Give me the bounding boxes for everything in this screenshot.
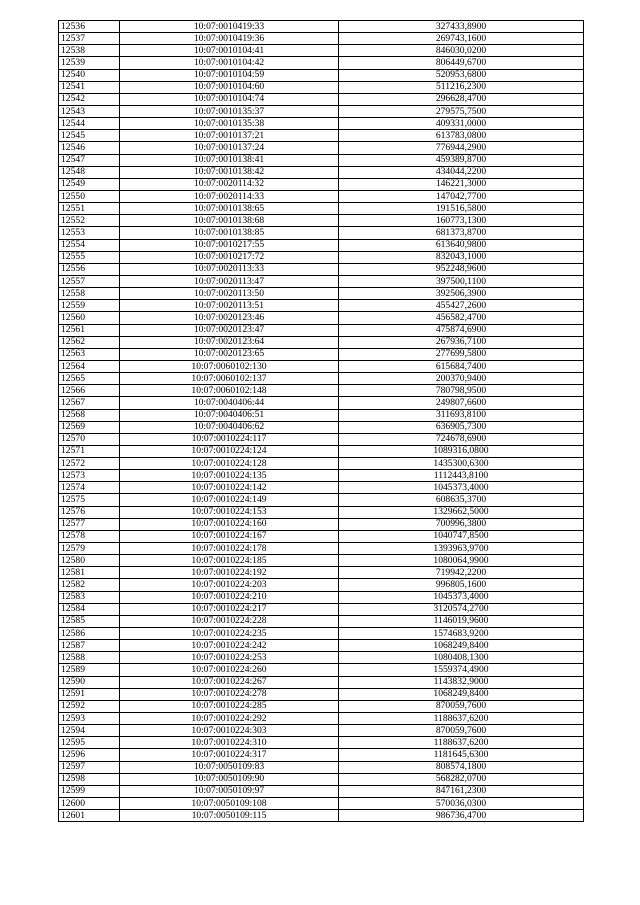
row-number-cell: 12556 — [59, 263, 120, 275]
table-row — [59, 93, 584, 105]
table-row — [59, 57, 584, 69]
row-number-cell: 12554 — [59, 239, 120, 251]
row-number-cell: 12546 — [59, 142, 120, 154]
row-number-cell: 12590 — [59, 676, 120, 688]
row-number-cell: 12597 — [59, 761, 120, 773]
table-row — [59, 640, 584, 652]
cadastral-value-cell: 146221,3000 — [339, 178, 584, 190]
cadastral-number-cell: 10:07:0010224:228 — [120, 615, 339, 627]
cadastral-number-cell: 10:07:0050109:115 — [120, 810, 339, 822]
cadastral-number-cell: 10:07:0010224:285 — [120, 700, 339, 712]
cadastral-value-cell: 249807,6600 — [339, 397, 584, 409]
cadastral-number-cell: 10:07:0010224:303 — [120, 725, 339, 737]
row-number-cell: 12567 — [59, 397, 120, 409]
table-row — [59, 373, 584, 385]
cadastral-number-cell: 10:07:0010137:24 — [120, 142, 339, 154]
cadastral-number-cell: 10:07:0010224:117 — [120, 433, 339, 445]
cadastral-number-cell: 10:07:0010224:178 — [120, 543, 339, 555]
cadastral-value-cell: 636905,7300 — [339, 421, 584, 433]
cadastral-value-cell: 1574683,9200 — [339, 628, 584, 640]
table-row — [59, 118, 584, 130]
cadastral-value-cell: 719942,2200 — [339, 567, 584, 579]
cadastral-number-cell: 10:07:0010224:149 — [120, 494, 339, 506]
row-number-cell: 12550 — [59, 190, 120, 202]
row-number-cell: 12540 — [59, 69, 120, 81]
row-number-cell: 12555 — [59, 251, 120, 263]
cadastral-number-cell: 10:07:0020113:50 — [120, 288, 339, 300]
row-number-cell: 12544 — [59, 118, 120, 130]
cadastral-number-cell: 10:07:0010104:59 — [120, 69, 339, 81]
table-row — [59, 725, 584, 737]
cadastral-value-cell: 456582,4700 — [339, 312, 584, 324]
row-number-cell: 12593 — [59, 713, 120, 725]
cadastral-value-cell: 1040747,8500 — [339, 530, 584, 542]
cadastral-value-cell: 986736,4700 — [339, 810, 584, 822]
cadastral-value-cell: 511216,2300 — [339, 81, 584, 93]
row-number-cell: 12563 — [59, 348, 120, 360]
cadastral-number-cell: 10:07:0010224:128 — [120, 458, 339, 470]
cadastral-number-cell: 10:07:0010224:217 — [120, 603, 339, 615]
row-number-cell: 12599 — [59, 785, 120, 797]
cadastral-value-cell: 776944,2900 — [339, 142, 584, 154]
cadastral-number-cell: 10:07:0010224:142 — [120, 482, 339, 494]
cadastral-number-cell: 10:07:0010224:310 — [120, 737, 339, 749]
cadastral-value-cell: 1393963,9700 — [339, 543, 584, 555]
row-number-cell: 12573 — [59, 470, 120, 482]
row-number-cell: 12601 — [59, 810, 120, 822]
row-number-cell: 12570 — [59, 433, 120, 445]
row-number-cell: 12576 — [59, 506, 120, 518]
table-row — [59, 798, 584, 810]
row-number-cell: 12598 — [59, 773, 120, 785]
row-number-cell: 12564 — [59, 360, 120, 372]
cadastral-value-cell: 277699,5800 — [339, 348, 584, 360]
table-row — [59, 190, 584, 202]
row-number-cell: 12543 — [59, 105, 120, 117]
cadastral-number-cell: 10:07:0010217:55 — [120, 239, 339, 251]
cadastral-number-cell: 10:07:0010217:72 — [120, 251, 339, 263]
cadastral-value-cell: 1112443,8100 — [339, 470, 584, 482]
table-row — [59, 324, 584, 336]
cadastral-number-cell: 10:07:0020113:33 — [120, 263, 339, 275]
table-row — [59, 69, 584, 81]
cadastral-number-cell: 10:07:0050109:97 — [120, 785, 339, 797]
row-number-cell: 12578 — [59, 530, 120, 542]
cadastral-value-cell: 409331,0000 — [339, 118, 584, 130]
cadastral-number-cell: 10:07:0010104:74 — [120, 93, 339, 105]
cadastral-number-cell: 10:07:0050109:90 — [120, 773, 339, 785]
row-number-cell: 12595 — [59, 737, 120, 749]
cadastral-value-cell: 570036,0300 — [339, 798, 584, 810]
cadastral-value-cell: 1045373,4000 — [339, 591, 584, 603]
cadastral-value-cell: 724678,6900 — [339, 433, 584, 445]
row-number-cell: 12587 — [59, 640, 120, 652]
cadastral-number-cell: 10:07:0010138:41 — [120, 154, 339, 166]
row-number-cell: 12588 — [59, 652, 120, 664]
table-row — [59, 530, 584, 542]
table-row — [59, 130, 584, 142]
cadastral-value-cell: 520953,6800 — [339, 69, 584, 81]
table-row — [59, 33, 584, 45]
cadastral-number-cell: 10:07:0020123:64 — [120, 336, 339, 348]
table-row — [59, 773, 584, 785]
cadastral-value-cell: 327433,8900 — [339, 21, 584, 33]
cadastral-number-cell: 10:07:0020123:47 — [120, 324, 339, 336]
cadastral-value-cell: 808574,1800 — [339, 761, 584, 773]
cadastral-value-cell: 996805,1600 — [339, 579, 584, 591]
table-row — [59, 628, 584, 640]
table-row — [59, 591, 584, 603]
row-number-cell: 12551 — [59, 203, 120, 215]
row-number-cell: 12553 — [59, 227, 120, 239]
cadastral-number-cell: 10:07:0010224:153 — [120, 506, 339, 518]
cadastral-value-cell: 434044,2200 — [339, 166, 584, 178]
row-number-cell: 12572 — [59, 458, 120, 470]
cadastral-number-cell: 10:07:0010104:41 — [120, 45, 339, 57]
cadastral-value-cell: 311693,8100 — [339, 409, 584, 421]
table-row — [59, 251, 584, 263]
cadastral-number-cell: 10:07:0010224:160 — [120, 518, 339, 530]
table-row — [59, 288, 584, 300]
table-body — [59, 21, 584, 822]
table-row — [59, 227, 584, 239]
table-row — [59, 360, 584, 372]
cadastral-number-cell: 10:07:0010419:36 — [120, 33, 339, 45]
row-number-cell: 12574 — [59, 482, 120, 494]
row-number-cell: 12539 — [59, 57, 120, 69]
row-number-cell: 12557 — [59, 275, 120, 287]
table-row — [59, 421, 584, 433]
table-row — [59, 21, 584, 33]
table-row — [59, 688, 584, 700]
row-number-cell: 12586 — [59, 628, 120, 640]
cadastral-value-cell: 568282,0700 — [339, 773, 584, 785]
cadastral-value-cell: 615684,7400 — [339, 360, 584, 372]
cadastral-value-cell: 1188637,6200 — [339, 737, 584, 749]
cadastral-number-cell: 10:07:0050109:108 — [120, 798, 339, 810]
cadastral-value-table — [58, 20, 584, 822]
cadastral-number-cell: 10:07:0010224:235 — [120, 628, 339, 640]
cadastral-number-cell: 10:07:0010224:278 — [120, 688, 339, 700]
table-row — [59, 445, 584, 457]
cadastral-value-cell: 1143832,9000 — [339, 676, 584, 688]
cadastral-number-cell: 10:07:0010224:253 — [120, 652, 339, 664]
table-row — [59, 397, 584, 409]
table-row — [59, 494, 584, 506]
cadastral-value-cell: 147042,7700 — [339, 190, 584, 202]
cadastral-number-cell: 10:07:0010224:185 — [120, 555, 339, 567]
cadastral-number-cell: 10:07:0010224:167 — [120, 530, 339, 542]
cadastral-number-cell: 10:07:0010224:242 — [120, 640, 339, 652]
cadastral-number-cell: 10:07:0010224:203 — [120, 579, 339, 591]
cadastral-value-cell: 952248,9600 — [339, 263, 584, 275]
cadastral-value-cell: 1146019,9600 — [339, 615, 584, 627]
cadastral-value-cell: 1188637,6200 — [339, 713, 584, 725]
table-row — [59, 470, 584, 482]
row-number-cell: 12537 — [59, 33, 120, 45]
table-row — [59, 409, 584, 421]
row-number-cell: 12542 — [59, 93, 120, 105]
table-row — [59, 664, 584, 676]
cadastral-value-cell: 1068249,8400 — [339, 688, 584, 700]
table-row — [59, 433, 584, 445]
table-row — [59, 275, 584, 287]
cadastral-value-cell: 613640,9800 — [339, 239, 584, 251]
cadastral-value-cell: 397500,1100 — [339, 275, 584, 287]
cadastral-value-cell: 1089316,0800 — [339, 445, 584, 457]
cadastral-value-cell: 1435300,6300 — [339, 458, 584, 470]
row-number-cell: 12568 — [59, 409, 120, 421]
cadastral-number-cell: 10:07:0020114:33 — [120, 190, 339, 202]
table-row — [59, 239, 584, 251]
table-row — [59, 518, 584, 530]
cadastral-number-cell: 10:07:0020113:47 — [120, 275, 339, 287]
cadastral-number-cell: 10:07:0010224:124 — [120, 445, 339, 457]
cadastral-number-cell: 10:07:0040406:62 — [120, 421, 339, 433]
table-row — [59, 203, 584, 215]
row-number-cell: 12594 — [59, 725, 120, 737]
cadastral-number-cell: 10:07:0020114:32 — [120, 178, 339, 190]
row-number-cell: 12581 — [59, 567, 120, 579]
row-number-cell: 12547 — [59, 154, 120, 166]
table-row — [59, 555, 584, 567]
table-row — [59, 81, 584, 93]
table-row — [59, 348, 584, 360]
cadastral-value-cell: 1045373,4000 — [339, 482, 584, 494]
table-row — [59, 761, 584, 773]
row-number-cell: 12545 — [59, 130, 120, 142]
table-row — [59, 154, 584, 166]
table-row — [59, 603, 584, 615]
table-row — [59, 458, 584, 470]
cadastral-number-cell: 10:07:0010138:65 — [120, 203, 339, 215]
table-row — [59, 385, 584, 397]
cadastral-value-cell: 279575,7500 — [339, 105, 584, 117]
row-number-cell: 12538 — [59, 45, 120, 57]
table-row — [59, 336, 584, 348]
row-number-cell: 12566 — [59, 385, 120, 397]
cadastral-number-cell: 10:07:0010138:68 — [120, 215, 339, 227]
cadastral-value-cell: 1080064,9900 — [339, 555, 584, 567]
cadastral-number-cell: 10:07:0010138:85 — [120, 227, 339, 239]
cadastral-value-cell: 613783,0800 — [339, 130, 584, 142]
cadastral-value-cell: 191516,5800 — [339, 203, 584, 215]
row-number-cell: 12596 — [59, 749, 120, 761]
table-row — [59, 506, 584, 518]
cadastral-value-cell: 296628,4700 — [339, 93, 584, 105]
cadastral-value-cell: 269743,1600 — [339, 33, 584, 45]
table-row — [59, 482, 584, 494]
cadastral-number-cell: 10:07:0010138:42 — [120, 166, 339, 178]
cadastral-value-cell: 681373,8700 — [339, 227, 584, 239]
cadastral-number-cell: 10:07:0010135:37 — [120, 105, 339, 117]
cadastral-number-cell: 10:07:0060102:148 — [120, 385, 339, 397]
table-row — [59, 700, 584, 712]
table-row — [59, 300, 584, 312]
cadastral-number-cell: 10:07:0010104:42 — [120, 57, 339, 69]
cadastral-number-cell: 10:07:0040406:44 — [120, 397, 339, 409]
cadastral-value-cell: 700996,3800 — [339, 518, 584, 530]
table-row — [59, 543, 584, 555]
cadastral-value-cell: 832043,1000 — [339, 251, 584, 263]
row-number-cell: 12580 — [59, 555, 120, 567]
table-row — [59, 215, 584, 227]
table-row — [59, 166, 584, 178]
row-number-cell: 12585 — [59, 615, 120, 627]
row-number-cell: 12582 — [59, 579, 120, 591]
row-number-cell: 12558 — [59, 288, 120, 300]
table-row — [59, 652, 584, 664]
cadastral-number-cell: 10:07:0010419:33 — [120, 21, 339, 33]
row-number-cell: 12541 — [59, 81, 120, 93]
row-number-cell: 12562 — [59, 336, 120, 348]
cadastral-number-cell: 10:07:0020123:46 — [120, 312, 339, 324]
table-row — [59, 785, 584, 797]
row-number-cell: 12565 — [59, 373, 120, 385]
row-number-cell: 12549 — [59, 178, 120, 190]
table-row — [59, 105, 584, 117]
cadastral-number-cell: 10:07:0010224:210 — [120, 591, 339, 603]
cadastral-number-cell: 10:07:0010135:38 — [120, 118, 339, 130]
table-row — [59, 178, 584, 190]
cadastral-number-cell: 10:07:0040406:51 — [120, 409, 339, 421]
cadastral-value-cell: 267936,7100 — [339, 336, 584, 348]
cadastral-value-cell: 870059,7600 — [339, 700, 584, 712]
cadastral-value-cell: 1181645,6300 — [339, 749, 584, 761]
row-number-cell: 12577 — [59, 518, 120, 530]
table-row — [59, 45, 584, 57]
cadastral-value-cell: 1559374,4900 — [339, 664, 584, 676]
cadastral-value-cell: 846030,0200 — [339, 45, 584, 57]
table-row — [59, 263, 584, 275]
row-number-cell: 12600 — [59, 798, 120, 810]
cadastral-value-cell: 3120574,2700 — [339, 603, 584, 615]
row-number-cell: 12579 — [59, 543, 120, 555]
row-number-cell: 12584 — [59, 603, 120, 615]
table-row — [59, 810, 584, 822]
cadastral-number-cell: 10:07:0010224:192 — [120, 567, 339, 579]
table-row — [59, 567, 584, 579]
table-row — [59, 615, 584, 627]
cadastral-number-cell: 10:07:0010224:317 — [120, 749, 339, 761]
row-number-cell: 12589 — [59, 664, 120, 676]
table-row — [59, 579, 584, 591]
cadastral-number-cell: 10:07:0020123:65 — [120, 348, 339, 360]
cadastral-value-cell: 806449,6700 — [339, 57, 584, 69]
cadastral-number-cell: 10:07:0060102:137 — [120, 373, 339, 385]
table-row — [59, 713, 584, 725]
row-number-cell: 12569 — [59, 421, 120, 433]
cadastral-number-cell: 10:07:0010137:21 — [120, 130, 339, 142]
cadastral-value-cell: 608635,3700 — [339, 494, 584, 506]
cadastral-value-cell: 780798,9500 — [339, 385, 584, 397]
row-number-cell: 12560 — [59, 312, 120, 324]
cadastral-value-cell: 1068249,8400 — [339, 640, 584, 652]
cadastral-value-cell: 1329662,5000 — [339, 506, 584, 518]
cadastral-number-cell: 10:07:0010224:292 — [120, 713, 339, 725]
cadastral-value-cell: 847161,2300 — [339, 785, 584, 797]
cadastral-number-cell: 10:07:0060102:130 — [120, 360, 339, 372]
cadastral-number-cell: 10:07:0010104:60 — [120, 81, 339, 93]
cadastral-value-cell: 392506,3900 — [339, 288, 584, 300]
row-number-cell: 12561 — [59, 324, 120, 336]
cadastral-value-cell: 1080408,1300 — [339, 652, 584, 664]
cadastral-value-cell: 459389,8700 — [339, 154, 584, 166]
row-number-cell: 12571 — [59, 445, 120, 457]
cadastral-number-cell: 10:07:0010224:135 — [120, 470, 339, 482]
table-row — [59, 737, 584, 749]
cadastral-number-cell: 10:07:0010224:267 — [120, 676, 339, 688]
table-row — [59, 312, 584, 324]
row-number-cell: 12591 — [59, 688, 120, 700]
row-number-cell: 12548 — [59, 166, 120, 178]
cadastral-value-cell: 475874,6900 — [339, 324, 584, 336]
row-number-cell: 12575 — [59, 494, 120, 506]
cadastral-number-cell: 10:07:0020113:51 — [120, 300, 339, 312]
row-number-cell: 12559 — [59, 300, 120, 312]
cadastral-number-cell: 10:07:0010224:260 — [120, 664, 339, 676]
cadastral-value-cell: 870059,7600 — [339, 725, 584, 737]
table-row — [59, 142, 584, 154]
row-number-cell: 12583 — [59, 591, 120, 603]
row-number-cell: 12536 — [59, 21, 120, 33]
row-number-cell: 12592 — [59, 700, 120, 712]
row-number-cell: 12552 — [59, 215, 120, 227]
table-row — [59, 749, 584, 761]
cadastral-value-cell: 160773,1300 — [339, 215, 584, 227]
cadastral-number-cell: 10:07:0050109:83 — [120, 761, 339, 773]
cadastral-value-cell: 200370,9400 — [339, 373, 584, 385]
table-row — [59, 676, 584, 688]
cadastral-value-cell: 455427,2600 — [339, 300, 584, 312]
